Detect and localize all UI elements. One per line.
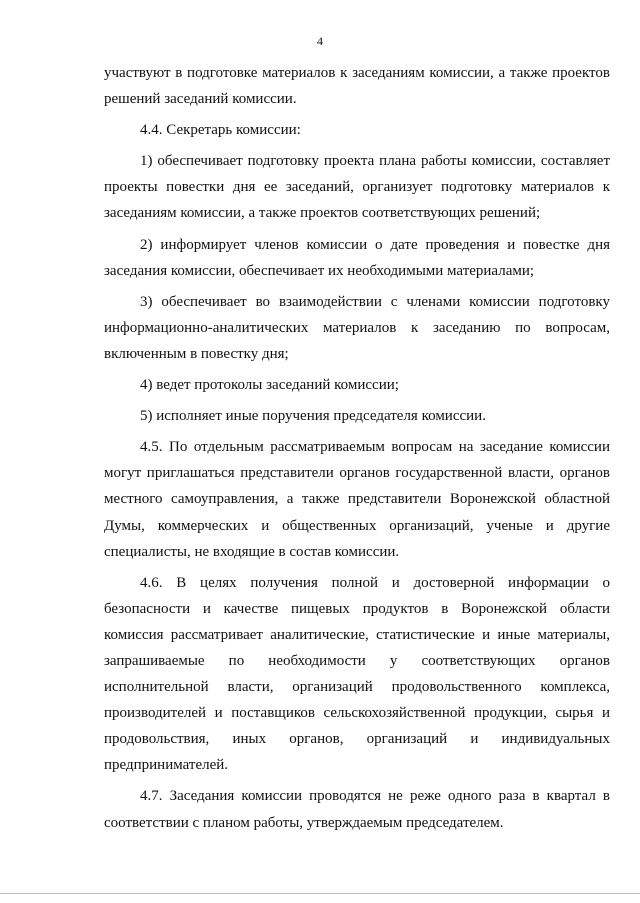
paragraph-continuation: участвуют в подготовке материалов к заседаниям комиссии, а также проектов решений заседаний комиссии. [104, 65, 610, 108]
paragraph-4-7: 4.7. Заседания комиссии проводятся не реже одного раза в квартал в соответствии с планом работы, утверждаемым председателем. [104, 788, 610, 831]
paragraph-item-5: 5) исполняет иные поручения председателя комиссии. [140, 408, 486, 425]
paragraph-item-2: 2) информирует членов комиссии о дате проведения и повестке дня заседания комиссии, обеспечивает их необходимыми материалами; [104, 236, 610, 279]
paragraph-4-4-heading: 4.4. Секретарь комиссии: [140, 122, 301, 139]
paragraph-4-6: 4.6. В целях получения полной и достоверной информации о безопасности и качестве пищевых продуктов в Воронежской области комиссия рассматривает аналитические, статистические и иные материалы, запрашиваемые по необходимости у соответствующих органов исполнительной власти, организаций продовольственного комплекса, производителей и поставщиков сельскохозяйственной продукции, сырья и продовольствия, иных органов, организаций и индивидуальных предпринимателей. [104, 574, 610, 774]
document-body [104, 60, 610, 836]
paragraph-item-1: 1) обеспечивает подготовку проекта плана работы комиссии, составляет проекты повестки дня ее заседаний, организует подготовку материалов к заседаниям комиссии, а также проектов соответствующих решений; [104, 153, 610, 222]
page-number: 4 [317, 34, 323, 48]
paragraph-4-5: 4.5. По отдельным рассматриваемым вопросам на заседание комиссии могут приглашаться представители органов государственной власти, органов местного самоуправления, а также представители Воронежской областной Думы, коммерческих и общественных организаций, ученые и другие специалисты, не входящие в состав комиссии. [104, 439, 610, 560]
page-bottom-rule [0, 893, 640, 894]
paragraph-item-3: 3) обеспечивает во взаимодействии с членами комиссии подготовку информационно-аналитических материалов к заседанию по вопросам, включенным в повестку дня; [104, 293, 610, 362]
paragraph-item-4: 4) ведет протоколы заседаний комиссии; [140, 377, 399, 394]
